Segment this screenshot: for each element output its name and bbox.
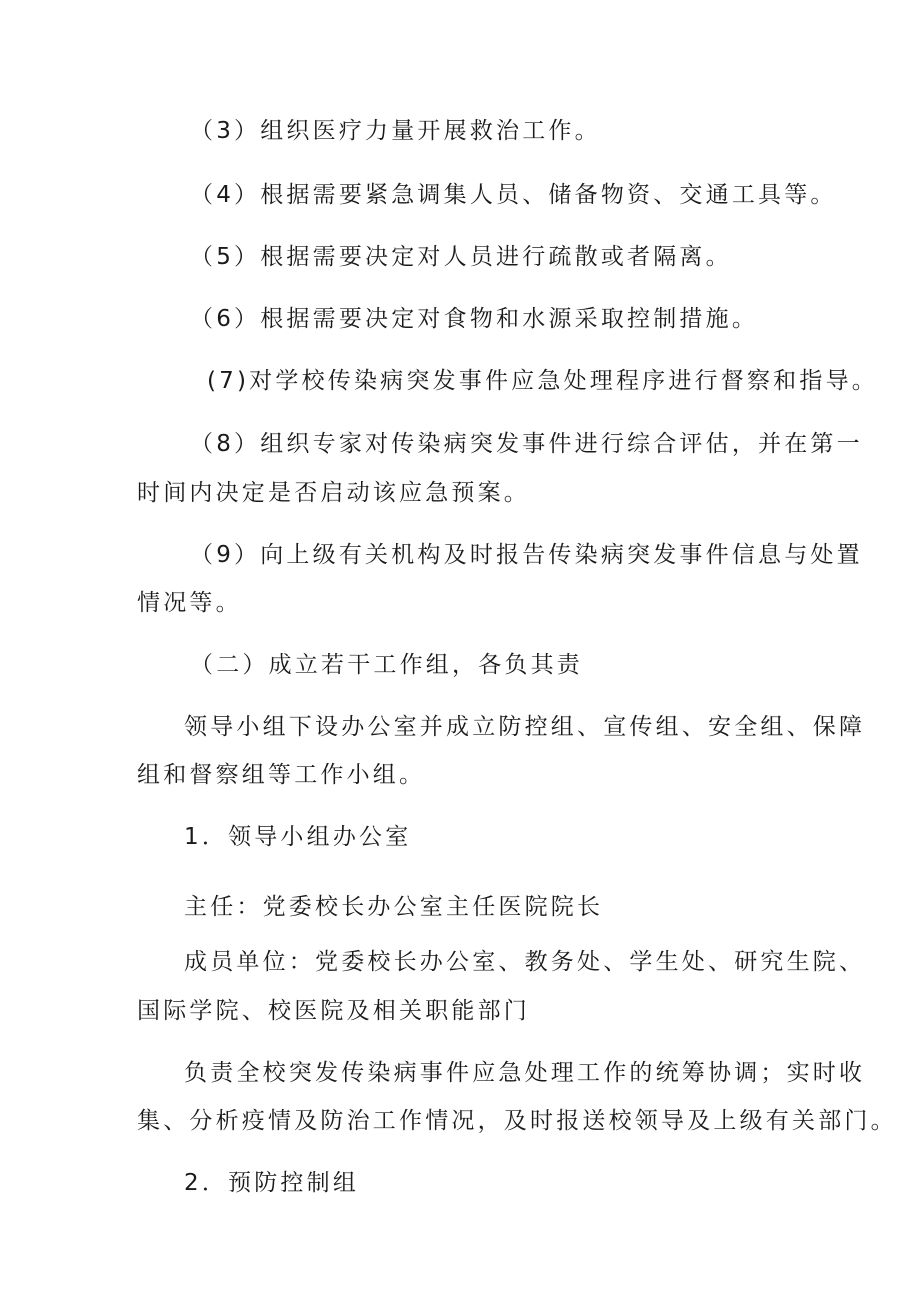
subheading-prevention: 2．预防控制组 (184, 1170, 360, 1196)
item-9-line-1: （9）向上级有关机构及时报告传染病突发事件信息与处置 (190, 542, 863, 568)
office-director: 主任：党委校长办公室主任医院院长 (184, 894, 604, 920)
item-9-line-2: 情况等。 (137, 590, 242, 616)
item-7: (7)对学校传染病突发事件应急处理程序进行督察和指导。 (207, 368, 878, 394)
subheading-office: 1．领导小组办公室 (184, 824, 412, 850)
item-6: （6）根据需要决定对食物和水源采取控制措施。 (190, 306, 759, 332)
section-heading-2: （二）成立若干工作组，各负其责 (190, 652, 583, 678)
item-4: （4）根据需要紧急调集人员、储备物资、交通工具等。 (190, 182, 837, 208)
office-duties-line-2: 集、分析疫情及防治工作情况，及时报送校领导及上级有关部门。 (137, 1108, 897, 1134)
item-8-line-1: （8）组织专家对传染病突发事件进行综合评估，并在第一 (190, 431, 863, 457)
office-duties-line-1: 负责全校突发传染病事件应急处理工作的统筹协调；实时收 (184, 1060, 866, 1086)
office-members-line-1: 成员单位：党委校长办公室、教务处、学生处、研究生院、 (184, 949, 866, 975)
paragraph-workgroups-line-2: 组和督察组等工作小组。 (137, 762, 426, 788)
item-3: （3）组织医疗力量开展救治工作。 (190, 118, 601, 144)
item-5: （5）根据需要决定对人员进行疏散或者隔离。 (190, 244, 732, 270)
item-8-line-2: 时间内决定是否启动该应急预案。 (137, 480, 530, 506)
paragraph-workgroups-line-1: 领导小组下设办公室并成立防控组、宣传组、安全组、保障 (184, 714, 866, 740)
office-members-line-2: 国际学院、校医院及相关职能部门 (137, 998, 530, 1024)
